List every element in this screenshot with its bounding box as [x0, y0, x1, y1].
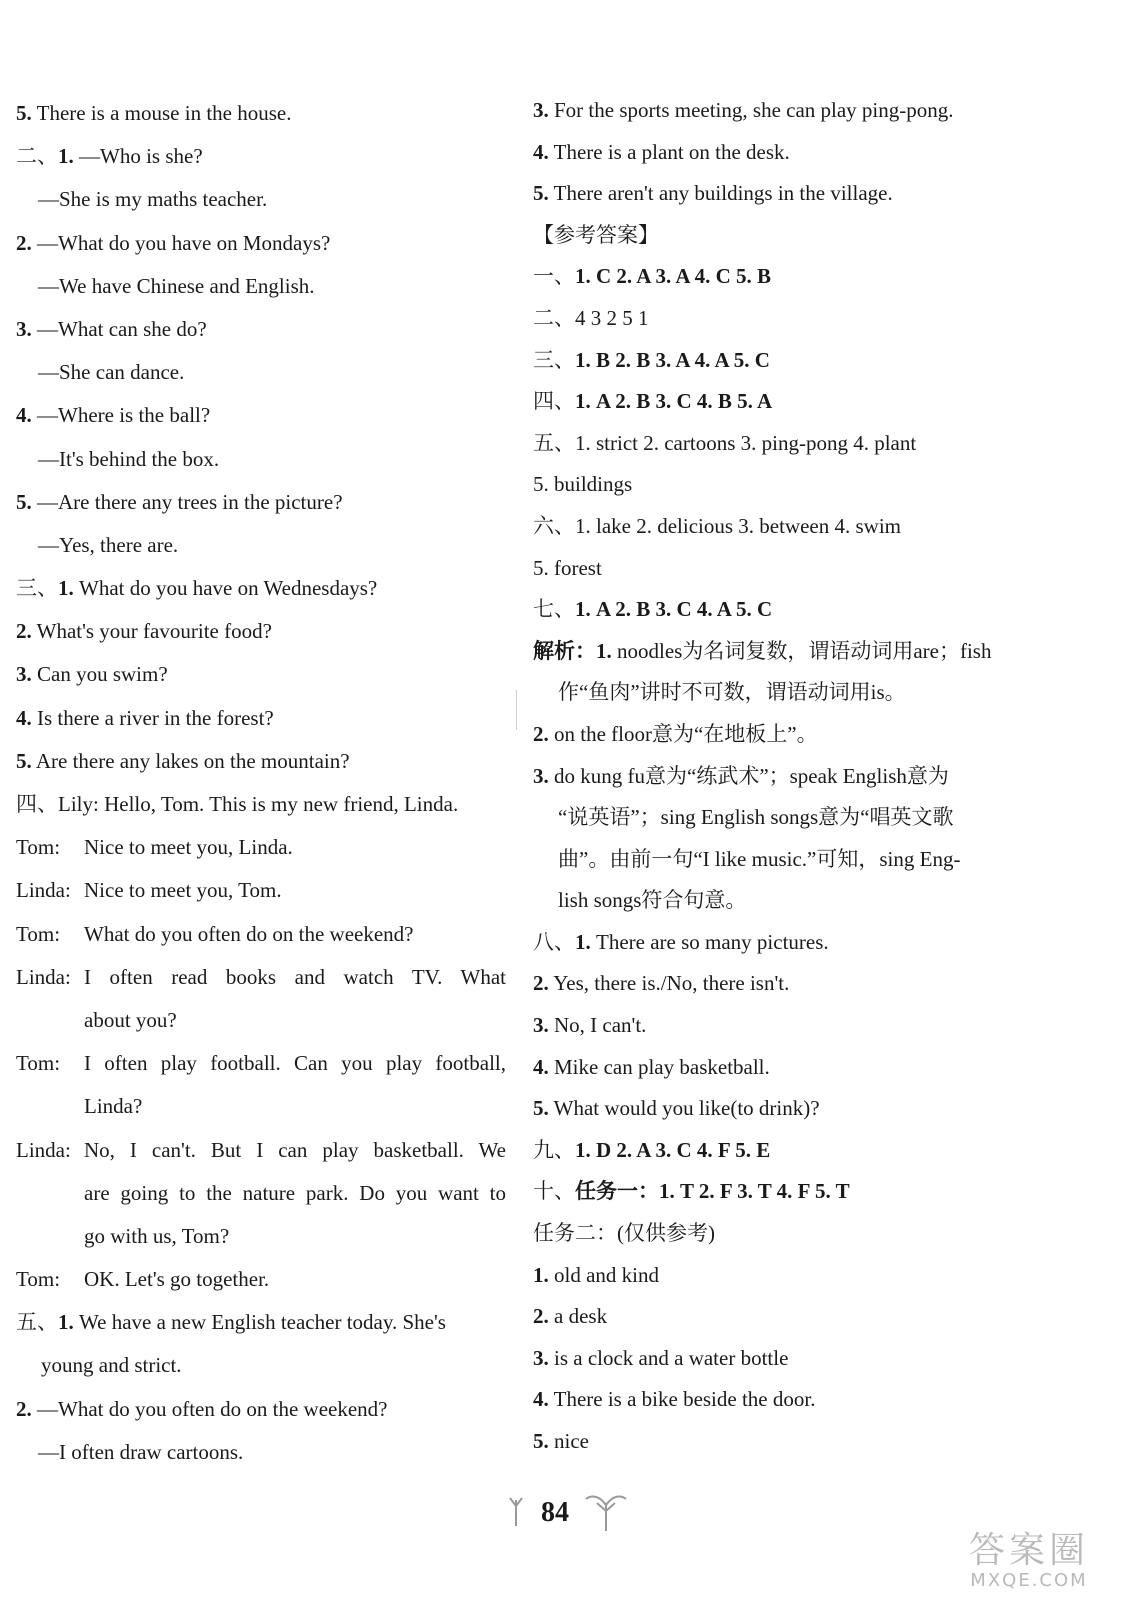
analysis-line: lish songs符合句意。: [558, 888, 747, 913]
answer-line: 4. There is a bike beside the door.: [533, 1387, 816, 1412]
answer-line: 5. nice: [533, 1429, 589, 1453]
speaker-label: Tom:: [16, 921, 61, 946]
section-heading-4: 四、Lily: Hello, Tom. This is my new friend, Linda.: [16, 792, 459, 816]
dialogue-line: Linda: I often read books and watch TV. What: [16, 956, 506, 999]
page-number: 84: [541, 1497, 569, 1528]
answer-line: young and strict.: [41, 1353, 182, 1378]
watermark-logo: [934, 1530, 1124, 1592]
answer-line: 5. There is a mouse in the house.: [16, 101, 292, 125]
key-row: 二、4 3 2 5 1: [533, 305, 649, 330]
answer-line: 4. —Where is the ball?: [16, 403, 211, 428]
speaker-label: Tom:: [16, 835, 61, 860]
key-row: 一、1. C 2. A 3. A 4. C 5. B: [533, 264, 772, 289]
dialogue-line: Tom: OK. Let's go together.: [16, 1258, 506, 1301]
speaker-label: Linda:: [16, 878, 71, 903]
key-row: 十、任务一：1. T 2. F 3. T 4. F 5. T: [533, 1179, 850, 1204]
key-row: 5. buildings: [533, 472, 633, 497]
key-row: 四、1. A 2. B 3. C 4. B 5. A: [533, 389, 773, 414]
answer-line: 3. —What can she do?: [16, 316, 207, 341]
answer-line: —She is my maths teacher.: [38, 187, 268, 212]
analysis-line: 作“鱼肉”讲时不可数，谓语动词用is。: [558, 680, 906, 705]
watermark-url: MXQE.COM: [970, 1570, 1088, 1591]
answer-line: —She can dance.: [38, 360, 185, 385]
speaker-label: Tom:: [16, 1267, 61, 1292]
speaker-label: Linda:: [16, 964, 71, 989]
answer-line: 3. For the sports meeting, she can play ping-pong.: [533, 98, 954, 122]
answer-line: 八、1. There are so many pictures.: [533, 929, 829, 954]
answer-line: —Yes, there are.: [38, 532, 179, 557]
analysis-line: 曲”。由前一句“I like music.”可知，sing Eng-: [558, 846, 961, 871]
dialogue-line: Linda: No, I can't. But I can play basketball. We: [16, 1129, 506, 1172]
analysis-line: 2. on the floor意为“在地板上”。: [533, 721, 818, 746]
analysis-line: 解析：1. noodles为名词复数，谓语动词用are；fish: [533, 638, 992, 663]
answer-line: —I often draw cartoons.: [38, 1439, 244, 1464]
answer-line: 4. There is a plant on the desk.: [533, 139, 790, 164]
right-column: [533, 90, 1023, 1463]
answer-line: 4. Mike can play basketball.: [533, 1054, 770, 1079]
answer-line: 2. What's your favourite food?: [16, 619, 272, 644]
section-heading-2: 二、1. —Who is she?: [16, 144, 203, 169]
section-heading-3: 三、1. What do you have on Wednesdays?: [16, 576, 378, 601]
dialogue-continuation: are going to the nature park. Do you want to: [84, 1180, 506, 1205]
answer-line: 5. Are there any lakes on the mountain?: [16, 748, 350, 773]
answer-line: 2. a desk: [533, 1304, 608, 1329]
left-column: [16, 92, 506, 1474]
answer-line: —We have Chinese and English.: [38, 273, 315, 298]
key-row: 九、1. D 2. A 3. C 4. F 5. E: [533, 1137, 771, 1162]
speaker-label: Linda:: [16, 1137, 71, 1162]
answer-line: 5. What would you like(to drink)?: [533, 1096, 820, 1121]
answer-line: —It's behind the box.: [38, 446, 220, 471]
answer-line: 2. Yes, there is./No, there isn't.: [533, 971, 790, 996]
answer-line: 5. —Are there any trees in the picture?: [16, 489, 343, 514]
dialogue-line: Tom: I often play football. Can you play football,: [16, 1042, 506, 1085]
answer-line: 3. is a clock and a water bottle: [533, 1345, 789, 1370]
answer-line: 5. There aren't any buildings in the village.: [533, 181, 893, 206]
answer-line: 2. —What do you have on Mondays?: [16, 230, 331, 255]
answer-line: 3. Can you swim?: [16, 662, 168, 687]
dialogue-line: Tom: Nice to meet you, Linda.: [16, 826, 506, 869]
speaker-label: Tom:: [16, 1051, 61, 1076]
answer-line: 1. old and kind: [533, 1262, 659, 1287]
key-row: 五、1. strict 2. cartoons 3. ping-pong 4. plant: [533, 430, 917, 455]
dialogue-continuation: go with us, Tom?: [84, 1223, 230, 1248]
leaf-ornament-right-icon: [583, 1489, 629, 1538]
section-heading-5: 五、1. We have a new English teacher today. She's: [16, 1310, 446, 1335]
answer-line: 3. No, I can't.: [533, 1013, 647, 1038]
dialogue-continuation: about you?: [84, 1007, 177, 1032]
key-row: 六、1. lake 2. delicious 3. between 4. swim: [533, 513, 902, 538]
analysis-line: 3. do kung fu意为“练武术”；speak English意为: [533, 763, 949, 788]
answer-line: 2. —What do you often do on the weekend?: [16, 1396, 388, 1421]
analysis-line: “说英语”；sing English songs意为“唱英文歌: [558, 805, 954, 830]
key-row: 三、1. B 2. B 3. A 4. A 5. C: [533, 347, 770, 372]
watermark-title: 答案圈: [968, 1530, 1089, 1571]
key-row: 七、1. A 2. B 3. C 4. A 5. C: [533, 597, 773, 622]
key-row: 5. forest: [533, 555, 602, 580]
task-two-heading: 任务二：(仅供参考): [533, 1221, 715, 1246]
dialogue-continuation: Linda?: [84, 1094, 143, 1119]
answer-line: 4. Is there a river in the forest?: [16, 705, 274, 730]
dialogue-line: Tom: What do you often do on the weekend?: [16, 913, 506, 956]
dialogue-line: Linda: Nice to meet you, Tom.: [16, 869, 506, 912]
reference-answers-heading: 【参考答案】: [533, 222, 659, 247]
leaf-ornament-left-icon: [505, 1494, 527, 1533]
column-divider: [516, 690, 517, 730]
